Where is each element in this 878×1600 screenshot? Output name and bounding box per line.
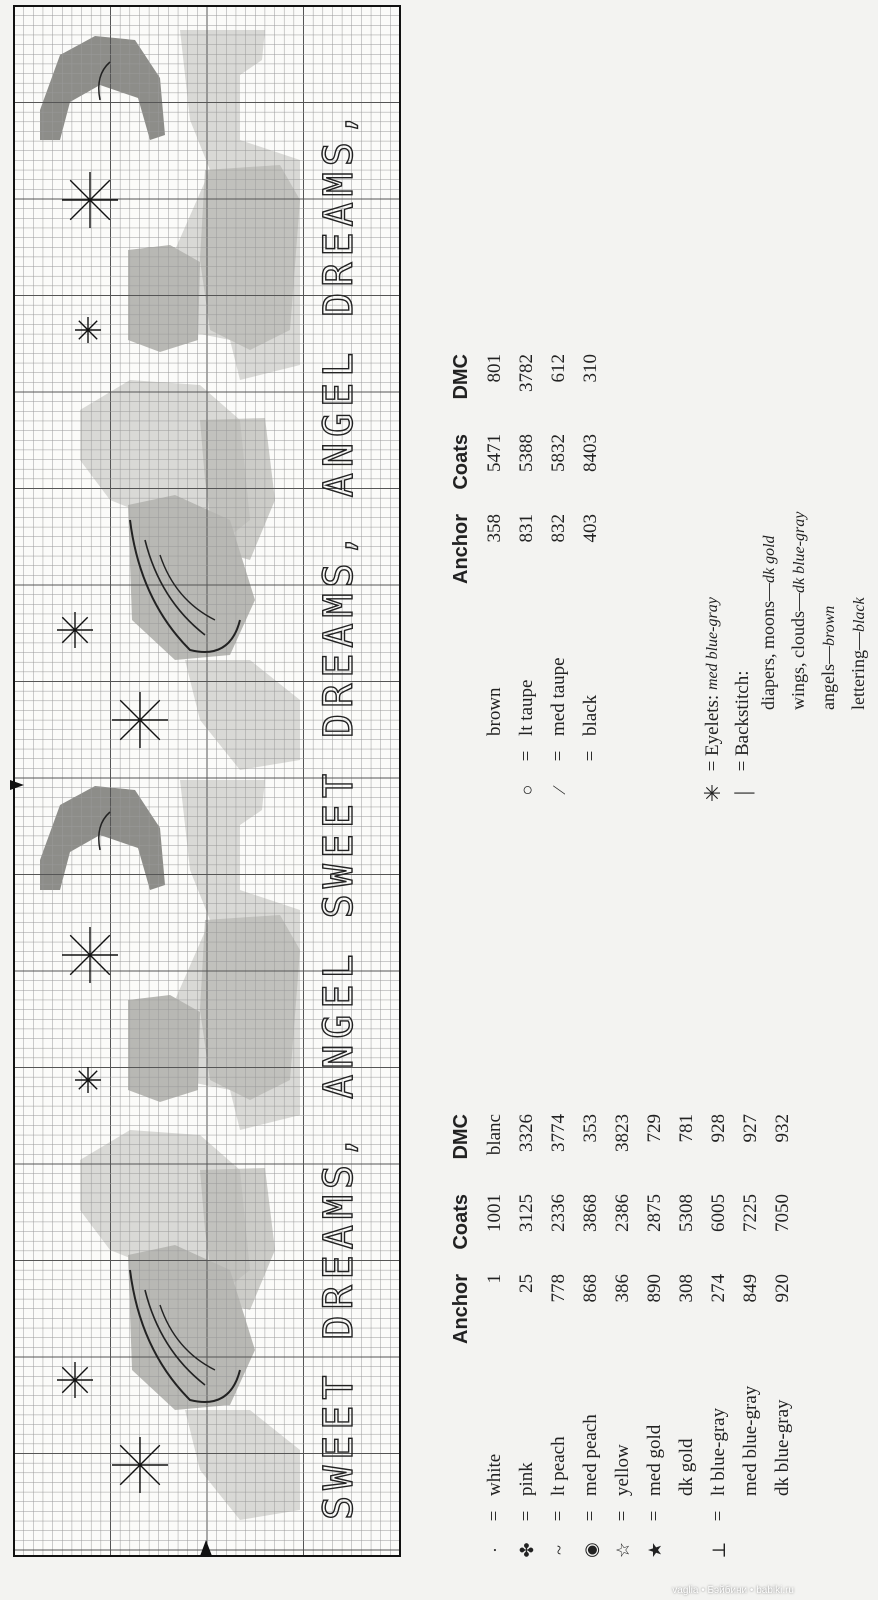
eyelet-star-icon <box>62 172 118 228</box>
key-header-row <box>450 348 479 810</box>
coats-header: Coats <box>450 1194 472 1250</box>
dmc-number: 932 <box>772 1114 793 1143</box>
coats-header: Coats <box>450 434 472 490</box>
backstitch-item-color: black <box>851 597 868 633</box>
anchor-header: Anchor <box>450 1274 472 1344</box>
thread-color-name: dk blue-gray <box>772 1399 793 1496</box>
dmc-number: 3823 <box>612 1114 633 1152</box>
key-row <box>575 1108 607 1570</box>
coats-number: 5308 <box>676 1194 697 1232</box>
key-header-row <box>450 1108 479 1570</box>
anchor-number: 832 <box>548 514 569 543</box>
eyelet-star-icon: ✳ <box>700 783 725 803</box>
chart-lettering-text: SWEET DREAMS, ANGEL SWEET DREAMS, ANGEL DREAMS, <box>316 106 362 1520</box>
anchor-number: 274 <box>708 1274 729 1303</box>
angel-head-shape <box>128 245 200 352</box>
coats-number: 6005 <box>708 1194 729 1232</box>
key-equals <box>767 1502 799 1530</box>
coats-number: 7050 <box>772 1194 793 1232</box>
backstitch-item <box>848 512 878 810</box>
eyelets-color: med blue-gray <box>704 597 721 691</box>
backstitch-line-icon: | <box>730 790 755 796</box>
anchor-number: 778 <box>548 1274 569 1303</box>
angel-body-shape <box>200 165 300 350</box>
thread-color-name: lt blue-gray <box>708 1407 729 1496</box>
anchor-number: 831 <box>516 514 537 543</box>
eyelet-star-icon <box>75 317 101 343</box>
thread-color-name: lt taupe <box>516 679 537 736</box>
eyelet-star-icon <box>62 927 118 983</box>
key-row <box>671 1108 703 1570</box>
thread-color-name: med peach <box>580 1414 601 1496</box>
eyelet-star-icon <box>112 1437 168 1493</box>
thread-color-name: yellow <box>612 1444 633 1496</box>
key-equals: = <box>708 1510 729 1522</box>
key-symbol-icon: ◉ <box>580 1542 601 1558</box>
anchor-header: Anchor <box>450 514 472 584</box>
coats-number: 2336 <box>548 1194 569 1232</box>
anchor-number: 890 <box>644 1274 665 1303</box>
eyelet-star-icon <box>57 1362 93 1398</box>
thread-color-name: med taupe <box>548 657 569 736</box>
key-symbol-icon: ∕ <box>548 788 569 792</box>
stitch-key <box>698 512 878 810</box>
key-row <box>511 348 543 810</box>
key-symbol-icon: ⊥ <box>708 1541 729 1559</box>
key-symbol-icon <box>575 770 607 810</box>
dmc-number: 781 <box>676 1114 697 1143</box>
dmc-number: 729 <box>644 1114 665 1143</box>
thread-color-name: pink <box>516 1462 537 1496</box>
coats-number: 8403 <box>580 434 601 472</box>
backstitch-item-label: angels— <box>818 646 838 710</box>
eyelet-star-icon <box>57 612 93 648</box>
backstitch-item <box>788 512 818 810</box>
backstitch-item-label: lettering— <box>848 632 868 710</box>
key-row <box>575 348 607 810</box>
key-row <box>479 1108 511 1570</box>
key-equals: = <box>548 1510 569 1522</box>
anchor-number: 403 <box>580 514 601 543</box>
key-row <box>703 1108 735 1570</box>
anchor-number: 358 <box>484 514 505 543</box>
anchor-number: 25 <box>516 1274 537 1293</box>
dmc-number: 3326 <box>516 1114 537 1152</box>
thread-color-name: med gold <box>644 1424 665 1496</box>
coats-number: 2386 <box>612 1194 633 1232</box>
anchor-number: 868 <box>580 1274 601 1303</box>
key-equals: = <box>516 1510 537 1522</box>
key-equals <box>735 1502 767 1530</box>
backstitch-item-label: diapers, moons— <box>758 583 778 710</box>
color-key-table-left <box>450 1108 799 1570</box>
key-symbol-icon: ✤ <box>516 1542 537 1558</box>
thread-color-name: black <box>580 694 601 736</box>
key-row <box>735 1108 767 1570</box>
key-row <box>607 1108 639 1570</box>
color-key-table-right <box>450 348 607 810</box>
angel-head-shape <box>128 995 200 1102</box>
key-equals: = <box>580 1510 601 1522</box>
key-equals: = <box>484 1510 505 1522</box>
backstitch-item-color: brown <box>821 605 838 647</box>
key-equals: = <box>580 750 601 762</box>
backstitch-item <box>758 512 788 810</box>
key-symbol-icon: ★ <box>644 1541 665 1559</box>
coats-number: 3868 <box>580 1194 601 1232</box>
key-equals: = <box>612 1510 633 1522</box>
backstitch-item <box>818 512 848 810</box>
eyelet-star-icon <box>112 692 168 748</box>
backstitch-item-label: wings, clouds— <box>788 593 808 710</box>
thread-color-name: brown <box>484 687 505 736</box>
key-equals: = <box>644 1510 665 1522</box>
dmc-number: 928 <box>708 1114 729 1143</box>
dmc-number: 801 <box>484 354 505 383</box>
key-symbol-icon: ~ <box>548 1545 569 1555</box>
key-row <box>479 348 511 810</box>
backstitch-row: | = Backstitch: <box>728 512 758 810</box>
color-key-panel <box>430 40 868 1600</box>
dmc-number: 310 <box>580 354 601 383</box>
backstitch-item-color: dk blue-gray <box>791 511 808 593</box>
key-row <box>511 1108 543 1570</box>
thread-color-name: dk gold <box>676 1438 697 1496</box>
anchor-number: 1 <box>484 1274 505 1284</box>
coats-number: 1001 <box>484 1194 505 1232</box>
key-symbol-icon: ○ <box>516 784 537 796</box>
coats-number: 5832 <box>548 434 569 472</box>
coats-number: 7225 <box>740 1194 761 1232</box>
backstitch-label: Backstitch: <box>732 670 753 756</box>
key-row <box>543 348 575 810</box>
coats-number: 3125 <box>516 1194 537 1232</box>
eyelets-label: Eyelets: <box>702 694 723 756</box>
dmc-header: DMC <box>450 354 472 400</box>
backstitch-item-color: dk gold <box>761 535 778 584</box>
coats-number: 5388 <box>516 434 537 472</box>
coats-number: 5471 <box>484 434 505 472</box>
thread-color-name: lt peach <box>548 1436 569 1496</box>
key-row <box>639 1108 671 1570</box>
key-symbol-icon <box>479 770 511 810</box>
key-symbol-icon: · <box>484 1547 505 1553</box>
dmc-number: blanc <box>484 1114 505 1156</box>
key-symbol-icon <box>735 1530 767 1570</box>
chart-lettering <box>316 106 362 1520</box>
angel-body-shape <box>200 915 300 1100</box>
coats-number: 2875 <box>644 1194 665 1232</box>
dmc-number: 927 <box>740 1114 761 1143</box>
key-symbol-icon: ☆ <box>612 1541 633 1559</box>
anchor-number: 386 <box>612 1274 633 1303</box>
dmc-number: 3774 <box>548 1114 569 1152</box>
key-equals <box>671 1502 703 1530</box>
dmc-number: 612 <box>548 354 569 383</box>
anchor-number: 920 <box>772 1274 793 1303</box>
key-equals: = <box>516 750 537 762</box>
anchor-number: 849 <box>740 1274 761 1303</box>
dmc-header: DMC <box>450 1114 472 1160</box>
key-symbol-icon <box>671 1530 703 1570</box>
eyelets-row: ✳ = Eyelets: med blue-gray <box>698 512 728 810</box>
dmc-number: 3782 <box>516 354 537 392</box>
key-row <box>543 1108 575 1570</box>
thread-color-name: white <box>484 1453 505 1496</box>
thread-color-name: med blue-gray <box>740 1385 761 1496</box>
anchor-number: 308 <box>676 1274 697 1303</box>
watermark: vaglia • Бэйбини • babiki.ru <box>672 1585 794 1596</box>
eyelet-star-icon <box>75 1067 101 1093</box>
key-equals: = <box>548 750 569 762</box>
key-row <box>767 1108 799 1570</box>
key-symbol-icon <box>767 1530 799 1570</box>
dmc-number: 353 <box>580 1114 601 1143</box>
key-equals <box>479 742 511 770</box>
